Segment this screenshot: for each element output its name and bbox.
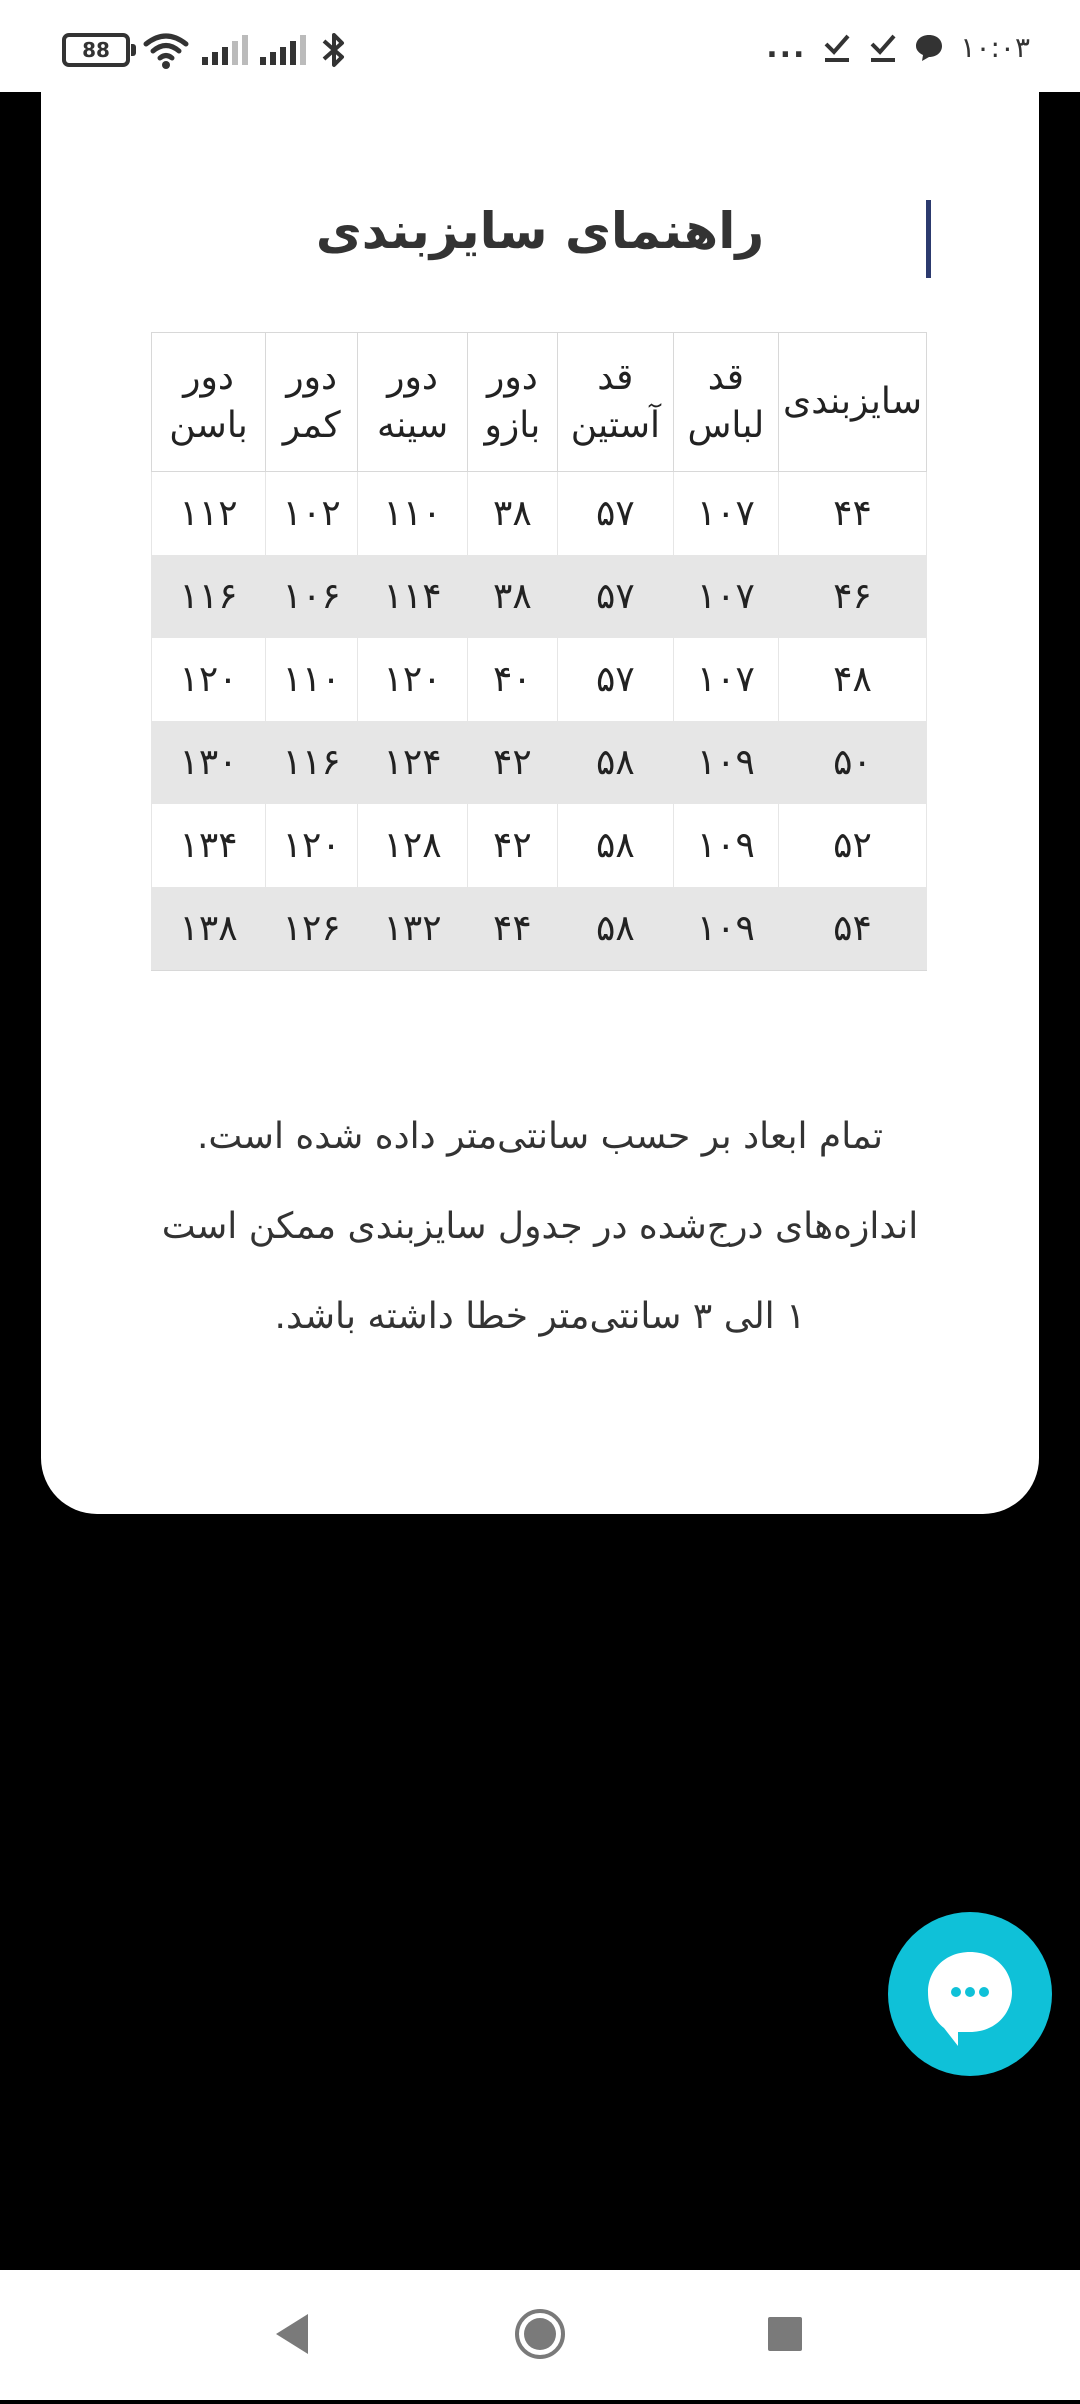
- chat-bubble-icon: [888, 1912, 1052, 2076]
- table-cell: ۱۰۹: [673, 804, 778, 887]
- recents-button[interactable]: [724, 2270, 844, 2400]
- table-cell: ۱۱۰: [358, 472, 467, 556]
- header-line2: سینه: [376, 405, 449, 446]
- table-cell: ۵۷: [557, 638, 673, 721]
- table-cell: ۱۰۷: [673, 638, 778, 721]
- table-cell: ۱۳۲: [358, 887, 467, 971]
- table-cell: ۴۰: [467, 638, 557, 721]
- header-line2: باسن: [169, 405, 248, 446]
- status-bar: [0, 0, 1080, 92]
- table-cell: ۱۱۴: [358, 555, 467, 638]
- header-size-line1: سایزبندی: [783, 381, 922, 422]
- wifi-icon: [142, 30, 190, 70]
- table-header-row: [152, 333, 927, 472]
- header-sleeve-length: [557, 333, 673, 472]
- table-cell: ۱۲۴: [358, 721, 467, 804]
- table-cell: ۵۰: [779, 721, 927, 804]
- header-dress-length: [673, 333, 778, 472]
- status-time: ۱۰:۰۳: [960, 30, 1030, 64]
- table-cell: ۴۲: [467, 804, 557, 887]
- table-row: [152, 887, 927, 971]
- table-cell: ۱۱۶: [266, 721, 358, 804]
- table-cell: ۱۲۰: [358, 638, 467, 721]
- table-cell: ۳۸: [467, 472, 557, 556]
- cell-signal-2-icon: [260, 35, 306, 65]
- header-line1: قد: [597, 357, 634, 398]
- table-cell: ۴۶: [779, 555, 927, 638]
- table-cell: ۱۱۲: [152, 472, 266, 556]
- header-hip-circumference: [152, 333, 266, 472]
- note-line: ۱ الی ۳ سانتی‌متر خطا داشته باشد.: [274, 1296, 806, 1337]
- table-row: [152, 638, 927, 721]
- table-row: [152, 804, 927, 887]
- message-bubble-icon: [914, 32, 944, 62]
- header-line1: دور: [286, 357, 338, 398]
- header-line1: قد: [707, 357, 744, 398]
- chat-button[interactable]: [888, 1912, 1052, 2076]
- home-button[interactable]: [480, 2270, 600, 2400]
- table-cell: ۱۰۹: [673, 721, 778, 804]
- table-row: [152, 472, 927, 556]
- table-cell: ۱۱۶: [152, 555, 266, 638]
- table-cell: ۱۰۶: [266, 555, 358, 638]
- table-cell: ۱۲۰: [266, 804, 358, 887]
- header-line2: آستین: [570, 405, 660, 446]
- status-icons-left: [62, 30, 350, 70]
- table-cell: ۴۴: [779, 472, 927, 556]
- table-cell: ۱۲۸: [358, 804, 467, 887]
- header-line2: لباس: [687, 405, 765, 446]
- battery-icon: [62, 33, 130, 67]
- header-line1: دور: [183, 357, 234, 398]
- table-cell: ۵۴: [779, 887, 927, 971]
- header-chest-circumference: [358, 333, 467, 472]
- home-circle-icon: [480, 2270, 600, 2400]
- table-cell: ۱۲۰: [152, 638, 266, 721]
- table-cell: ۵۷: [557, 472, 673, 556]
- note-line: تمام ابعاد بر حسب سانتی‌متر داده شده است.: [196, 1116, 884, 1157]
- size-guide-card: [41, 92, 1039, 1514]
- table-row: [152, 555, 927, 638]
- recents-square-icon: [724, 2270, 844, 2400]
- bluetooth-icon: [318, 30, 350, 70]
- table-cell: ۱۰۷: [673, 555, 778, 638]
- table-cell: ۴۸: [779, 638, 927, 721]
- header-line1: دور: [387, 357, 438, 398]
- download-done-icon: [822, 30, 852, 64]
- table-cell: ۵۷: [557, 555, 673, 638]
- size-table: [151, 332, 927, 971]
- header-line2: بازو: [484, 405, 541, 446]
- back-button[interactable]: [232, 2270, 352, 2400]
- table-cell: ۴۲: [467, 721, 557, 804]
- table-cell: ۵۲: [779, 804, 927, 887]
- header-line2: کمر: [282, 405, 341, 446]
- table-cell: ۱۰۲: [266, 472, 358, 556]
- table-row: [152, 721, 927, 804]
- table-cell: ۱۳۴: [152, 804, 266, 887]
- back-triangle-icon: [232, 2270, 352, 2400]
- table-cell: ۵۸: [557, 804, 673, 887]
- table-cell: ۳۸: [467, 555, 557, 638]
- status-icons-right: [766, 22, 1030, 72]
- header-size: [779, 333, 927, 472]
- table-cell: ۵۸: [557, 887, 673, 971]
- cell-signal-1-icon: [202, 35, 248, 65]
- header-line1: دور: [486, 357, 538, 398]
- page-title: راهنمای سایزبندی: [315, 202, 765, 260]
- header-waist-circumference: [266, 333, 358, 472]
- download-done-icon-2: [868, 30, 898, 64]
- table-cell: ۱۰۷: [673, 472, 778, 556]
- size-notes: [81, 1092, 999, 1362]
- note-line: اندازه‌های درج‌شده در جدول سایزبندی ممکن است: [161, 1206, 919, 1247]
- table-cell: ۵۸: [557, 721, 673, 804]
- more-notifications-icon: ...: [766, 29, 807, 65]
- table-cell: ۱۲۶: [266, 887, 358, 971]
- battery-level: 88: [82, 38, 110, 62]
- table-cell: ۴۴: [467, 887, 557, 971]
- table-cell: ۱۳۰: [152, 721, 266, 804]
- header-arm-circumference: [467, 333, 557, 472]
- navigation-bar: [0, 2270, 1080, 2400]
- table-cell: ۱۳۸: [152, 887, 266, 971]
- table-cell: ۱۰۹: [673, 887, 778, 971]
- table-cell: ۱۱۰: [266, 638, 358, 721]
